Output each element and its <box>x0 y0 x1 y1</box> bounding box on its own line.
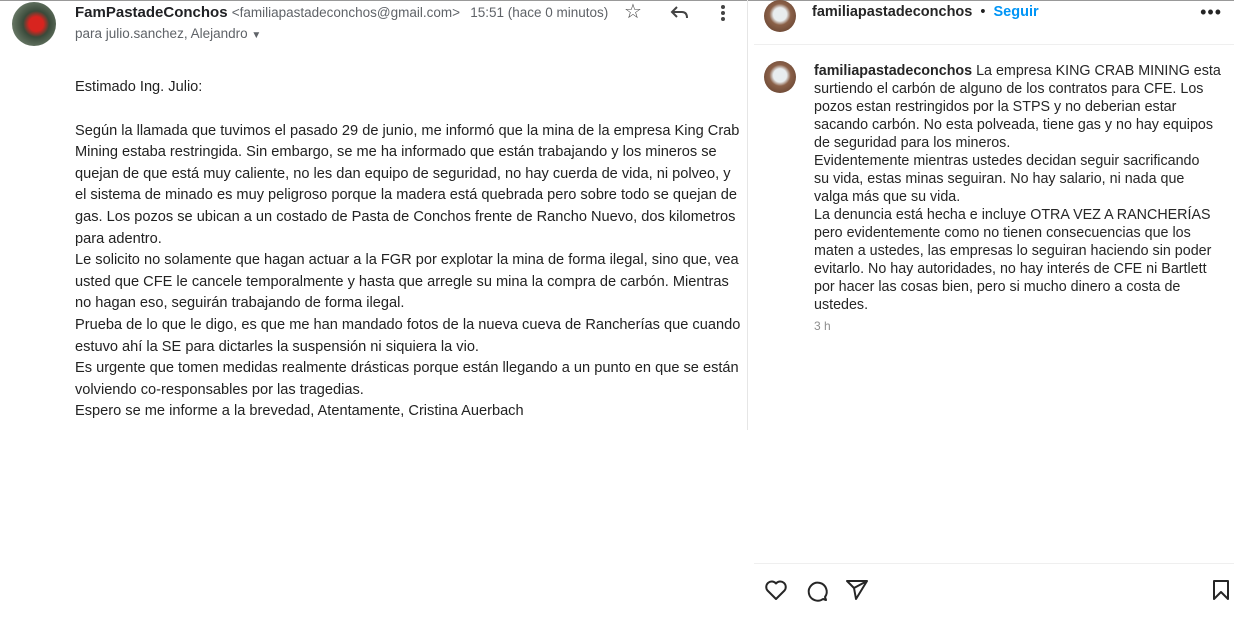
divider <box>754 44 1234 45</box>
email-body-line: quejan de que está muy caliente, no les dan equipo de seguridad, no hay cuerda de vida, ni polveo, y <box>75 165 731 182</box>
share-icon[interactable] <box>845 579 869 601</box>
email-greeting: Estimado Ing. Julio: <box>75 79 203 95</box>
email-body-line: Mining estaba restringida. Sin embargo, se me ha informado que están trabajando y los mineros se <box>75 144 717 161</box>
recipients-text: para julio.sanchez, Alejandro <box>75 26 248 41</box>
post-avatar[interactable] <box>764 0 796 32</box>
more-options-icon[interactable]: ••• <box>1200 2 1222 22</box>
post-time: 3 h <box>814 319 831 333</box>
caption-line: surtiendo el carbón de alguno de los contratos para CFE. Los <box>814 81 1204 97</box>
caption-line: por hacer las cosas bien, pero si mucho dinero a costa de <box>814 279 1181 295</box>
email-panel <box>0 0 748 430</box>
recipients[interactable] <box>75 26 261 41</box>
email-body-line: usted que CFE le cancele temporalmente y hasta que arregle su mina la compra de carbón. Mientras <box>75 273 729 290</box>
follow-button[interactable]: Seguir <box>993 4 1039 20</box>
comment-icon[interactable] <box>805 579 829 603</box>
caption-line: Evidentemente mientras ustedes decidan seguir sacrificando <box>814 153 1200 169</box>
email-body-line: gas. Los pozos se ubican a un costado de Pasta de Conchos frente de Rancho Nuevo, dos kilometros <box>75 208 736 225</box>
email-body-line: Espero se me informe a la brevedad, Atentamente, Cristina Auerbach <box>75 403 524 420</box>
chevron-down-icon[interactable]: ▼ <box>251 30 262 41</box>
caption-username[interactable]: familiapastadeconchos <box>814 63 973 79</box>
post-username[interactable]: familiapastadeconchos <box>812 4 973 20</box>
divider <box>754 563 1234 564</box>
more-vert-icon[interactable] <box>720 4 726 22</box>
email-time: 15:51 (hace 0 minutos) <box>470 5 609 20</box>
caption-line: sacando carbón. No esta polveada, tiene gas y no hay equipos <box>814 117 1214 133</box>
email-body-line: para adentro. <box>75 230 162 247</box>
sender-name: FamPastadeConchos <box>75 4 228 21</box>
heart-icon[interactable] <box>764 579 788 601</box>
email-body <box>75 77 740 423</box>
caption-line: ustedes. <box>814 297 869 313</box>
sender-line <box>75 4 608 21</box>
reply-icon[interactable] <box>670 4 690 22</box>
sender-email: <familiapastadeconchos@gmail.com> <box>231 5 461 20</box>
email-body-line: estuvo ahí la SE para dictarles la suspensión ni siquiera la vio. <box>75 338 479 355</box>
separator-dot: • <box>980 4 986 20</box>
caption-line: La denuncia está hecha e incluye OTRA VEZ A RANCHERÍAS <box>814 207 1211 223</box>
email-body-line: Es urgente que tomen medidas realmente drásticas porque están llegando a un punto en que se están <box>75 360 739 377</box>
caption-line: valga más que su vida. <box>814 189 961 205</box>
email-body-line: volviendo co-responsables por las tragedias. <box>75 381 364 398</box>
caption-avatar[interactable] <box>764 61 796 93</box>
post-caption <box>814 62 1221 314</box>
caption-line: de seguridad para los mineros. <box>814 135 1011 151</box>
email-body-line: Le solicito no solamente que hagan actuar a la FGR por explotar la mina de forma ilegal, sino que, vea <box>75 252 739 269</box>
caption-line: La empresa KING CRAB MINING esta <box>976 63 1221 79</box>
sender-avatar[interactable] <box>12 2 56 46</box>
caption-line: maten a ustedes, las empresas lo seguiran haciendo sin poder <box>814 243 1212 259</box>
instagram-post <box>752 0 1234 617</box>
star-icon[interactable]: ☆ <box>624 1 642 23</box>
caption-line: pozos estan restringidos por la STPS y no deberian estar <box>814 99 1177 115</box>
bookmark-icon[interactable] <box>1211 579 1231 601</box>
caption-line: evitarlo. No hay autoridades, no hay interés de CFE ni Bartlett <box>814 261 1207 277</box>
caption-line: su vida, estas minas seguiran. No hay salario, ni nada que <box>814 171 1185 187</box>
caption-line: pero evidentemente como no tienen consecuencias que los <box>814 225 1191 241</box>
email-body-line: no hagan eso, seguirán trabajando de forma ilegal. <box>75 295 405 312</box>
email-body-line: Según la llamada que tuvimos el pasado 29 de junio, me informó que la mina de la empresa King Crab <box>75 122 740 139</box>
post-header <box>812 4 1039 20</box>
email-body-line: Prueba de lo que le digo, es que me han mandado fotos de la nueva cueva de Rancherías que cuando <box>75 316 741 333</box>
email-body-line: el sistema de minado es muy peligroso porque la madera está quebrada pero sobre todo se quejan de <box>75 187 737 204</box>
